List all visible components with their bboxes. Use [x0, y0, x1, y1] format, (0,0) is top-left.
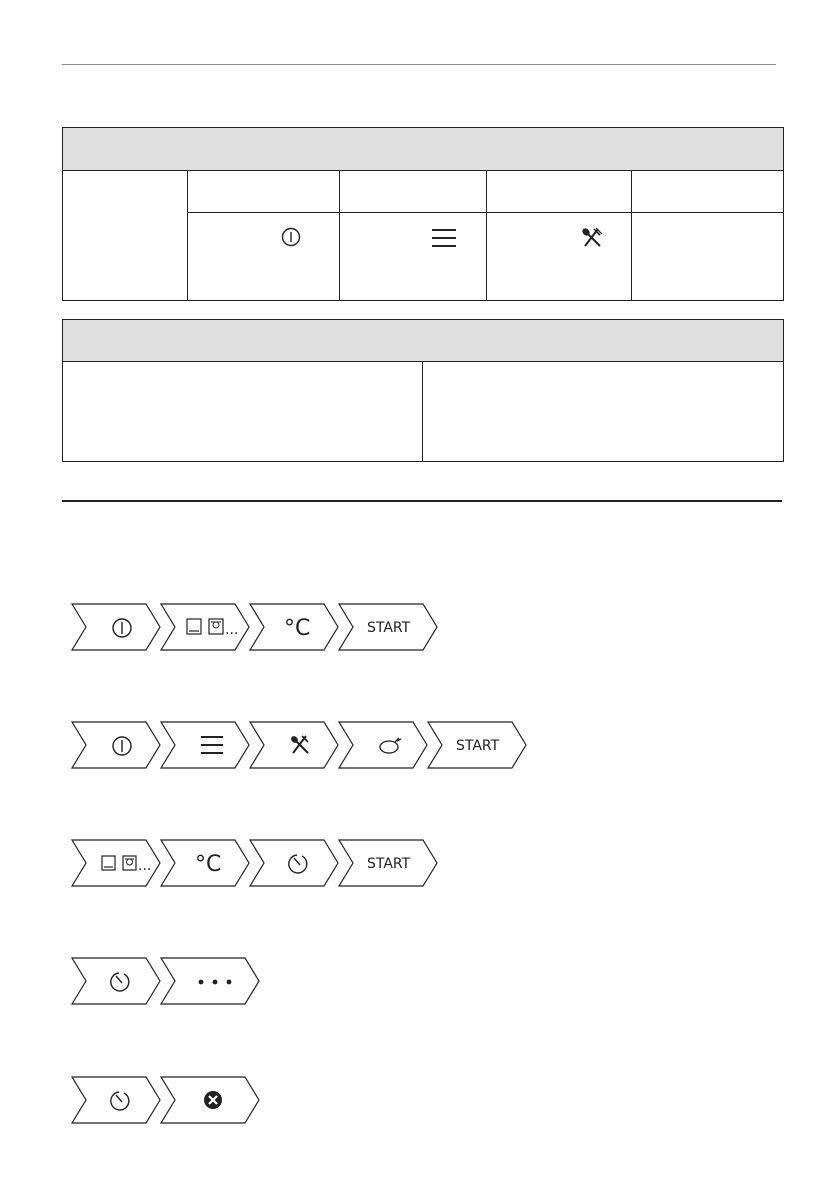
- step-timer: [250, 840, 338, 886]
- step-power: [72, 604, 160, 650]
- sequence-3: [72, 840, 442, 886]
- sequence-5: [72, 1077, 262, 1123]
- table-cell: [340, 171, 487, 213]
- step-cancel: [161, 1077, 259, 1123]
- step-oven-functions: [161, 604, 249, 650]
- table-header: [63, 128, 784, 171]
- step-assisted-cooking: [250, 722, 338, 768]
- menu-icon: [432, 227, 456, 249]
- temperature-icon: °C: [195, 852, 222, 877]
- info-table: [62, 319, 784, 462]
- step-start: [339, 840, 437, 886]
- step-temperature: [250, 604, 338, 650]
- header-rule: [62, 64, 776, 65]
- row-label-cell: [63, 171, 188, 301]
- power-icon: [281, 227, 301, 247]
- table-header: [63, 320, 784, 362]
- step-oven-functions: [72, 840, 160, 886]
- svg-text:...: ...: [225, 622, 239, 638]
- step-meat-dish: [339, 722, 427, 768]
- sequence-2: [72, 722, 532, 768]
- table-cell: [188, 213, 340, 301]
- table-cell: [188, 171, 340, 213]
- table-cell: [487, 171, 632, 213]
- step-menu: [161, 722, 249, 768]
- start-label: START: [367, 620, 411, 636]
- table-cell: [340, 213, 487, 301]
- section-rule: [62, 500, 782, 502]
- temperature-icon: °C: [284, 616, 311, 641]
- cancel-icon: [204, 1091, 222, 1109]
- table-cell: [487, 213, 632, 301]
- step-power: [72, 722, 160, 768]
- step-start: [339, 604, 437, 650]
- sequence-4: [72, 958, 262, 1004]
- table-cell: [632, 213, 784, 301]
- step-timer: [72, 958, 160, 1004]
- start-label: START: [367, 856, 411, 872]
- sequence-1: [72, 604, 442, 650]
- table-cell: [63, 362, 423, 462]
- start-label: START: [456, 738, 500, 754]
- settings-table: [62, 127, 784, 301]
- table-cell: [632, 171, 784, 213]
- svg-text:...: ...: [138, 858, 152, 874]
- step-start: [428, 722, 526, 768]
- table-cell: [423, 362, 784, 462]
- step-more: [161, 958, 259, 1004]
- step-timer: [72, 1077, 160, 1123]
- step-temperature: [161, 840, 249, 886]
- assisted-cooking-icon: [581, 227, 603, 249]
